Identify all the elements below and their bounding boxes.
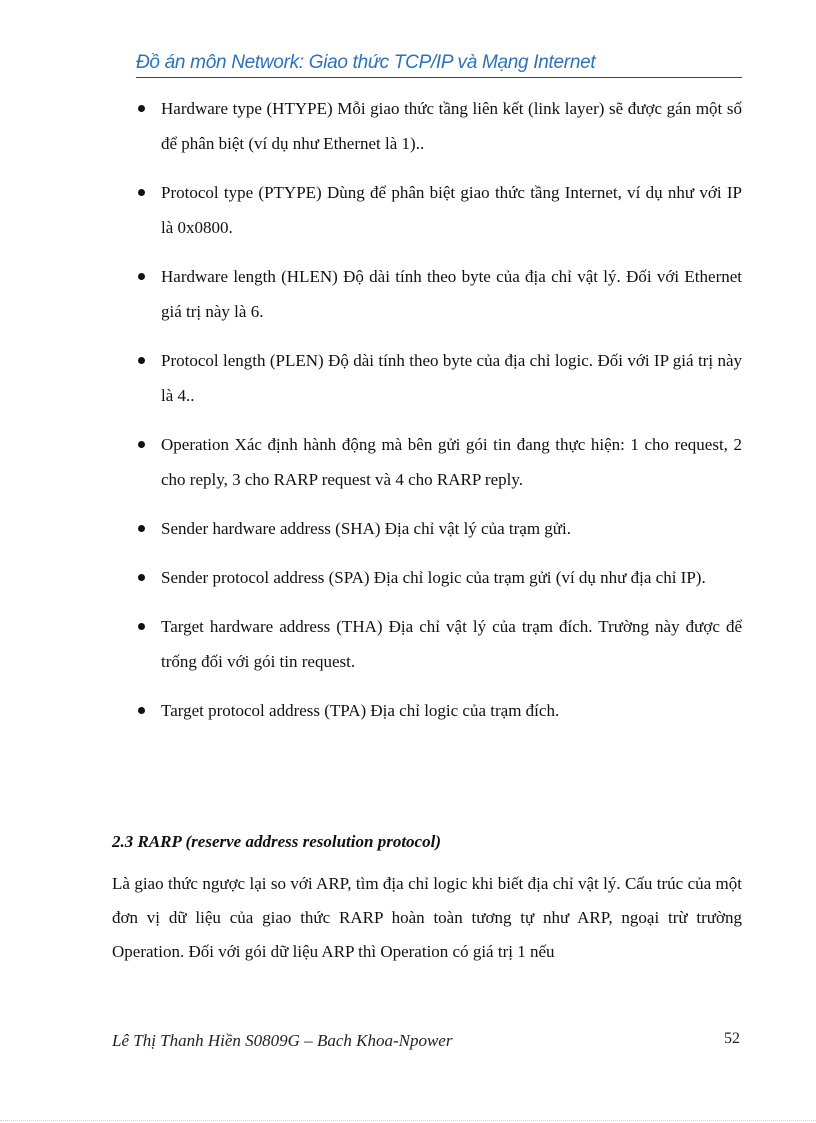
list-item (136, 175, 742, 245)
list-item (136, 343, 742, 413)
bullet-icon (138, 105, 145, 112)
section-heading: 2.3 RARP (reserve address resolution protocol) (112, 832, 441, 851)
list-item (136, 511, 742, 546)
list-item (136, 560, 742, 595)
list-item (136, 609, 742, 679)
bullet-icon (138, 273, 145, 280)
body-paragraph: Là giao thức ngược lại so với ARP, tìm địa chỉ logic khi biết địa chỉ vật lý. Cấu trúc của một đơn vị dữ liệu của giao thức RARP hoàn toàn tương tự như ARP, ngoại trừ trường Operation. Đối với gói dữ liệu ARP thì Operation có giá trị 1 nếu (112, 874, 742, 961)
list-item-text: Hardware length (HLEN) Độ dài tính theo byte của địa chỉ vật lý. Đối với Ethernet giá trị này là 6. (161, 267, 742, 321)
bullet-icon (138, 623, 145, 630)
bullet-icon (138, 525, 145, 532)
list-item-text: Operation Xác định hành động mà bên gửi gói tin đang thực hiện: 1 cho request, 2 cho reply, 3 cho RARP request và 4 cho RARP reply. (161, 435, 742, 489)
bullet-icon (138, 707, 145, 714)
bullet-icon (138, 574, 145, 581)
list-item-text: Sender hardware address (SHA) Địa chỉ vật lý của trạm gửi. (161, 519, 571, 538)
page-number: 52 (724, 1030, 740, 1047)
list-item-text: Sender protocol address (SPA) Địa chỉ logic của trạm gửi (ví dụ như địa chỉ IP). (161, 568, 706, 587)
arp-field-list (136, 91, 742, 742)
bullet-icon (138, 441, 145, 448)
bullet-icon (138, 189, 145, 196)
list-item-text: Target hardware address (THA) Địa chỉ vật lý của trạm đích. Trường này được để trống đối với gói tin request. (161, 617, 742, 671)
list-item-text: Hardware type (HTYPE) Mỗi giao thức tầng liên kết (link layer) sẽ được gán một số để phân biệt (ví dụ như Ethernet là 1).. (161, 99, 742, 153)
list-item-text: Target protocol address (TPA) Địa chỉ logic của trạm đích. (161, 701, 560, 720)
list-item (136, 259, 742, 329)
list-item (136, 427, 742, 497)
page-edge-divider (0, 1120, 816, 1121)
running-header: Đồ án môn Network: Giao thức TCP/IP và Mạng Internet (136, 52, 742, 78)
list-item-text: Protocol length (PLEN) Độ dài tính theo byte của địa chỉ logic. Đối với IP giá trị này là 4.. (161, 351, 742, 405)
bullet-icon (138, 357, 145, 364)
list-item (136, 91, 742, 161)
footer-author: Lê Thị Thanh Hiền S0809G – Bach Khoa-Npower (112, 1031, 453, 1050)
list-item (136, 693, 742, 728)
list-item-text: Protocol type (PTYPE) Dùng để phân biệt giao thức tầng Internet, ví dụ như với IP là 0x0800. (161, 183, 742, 237)
